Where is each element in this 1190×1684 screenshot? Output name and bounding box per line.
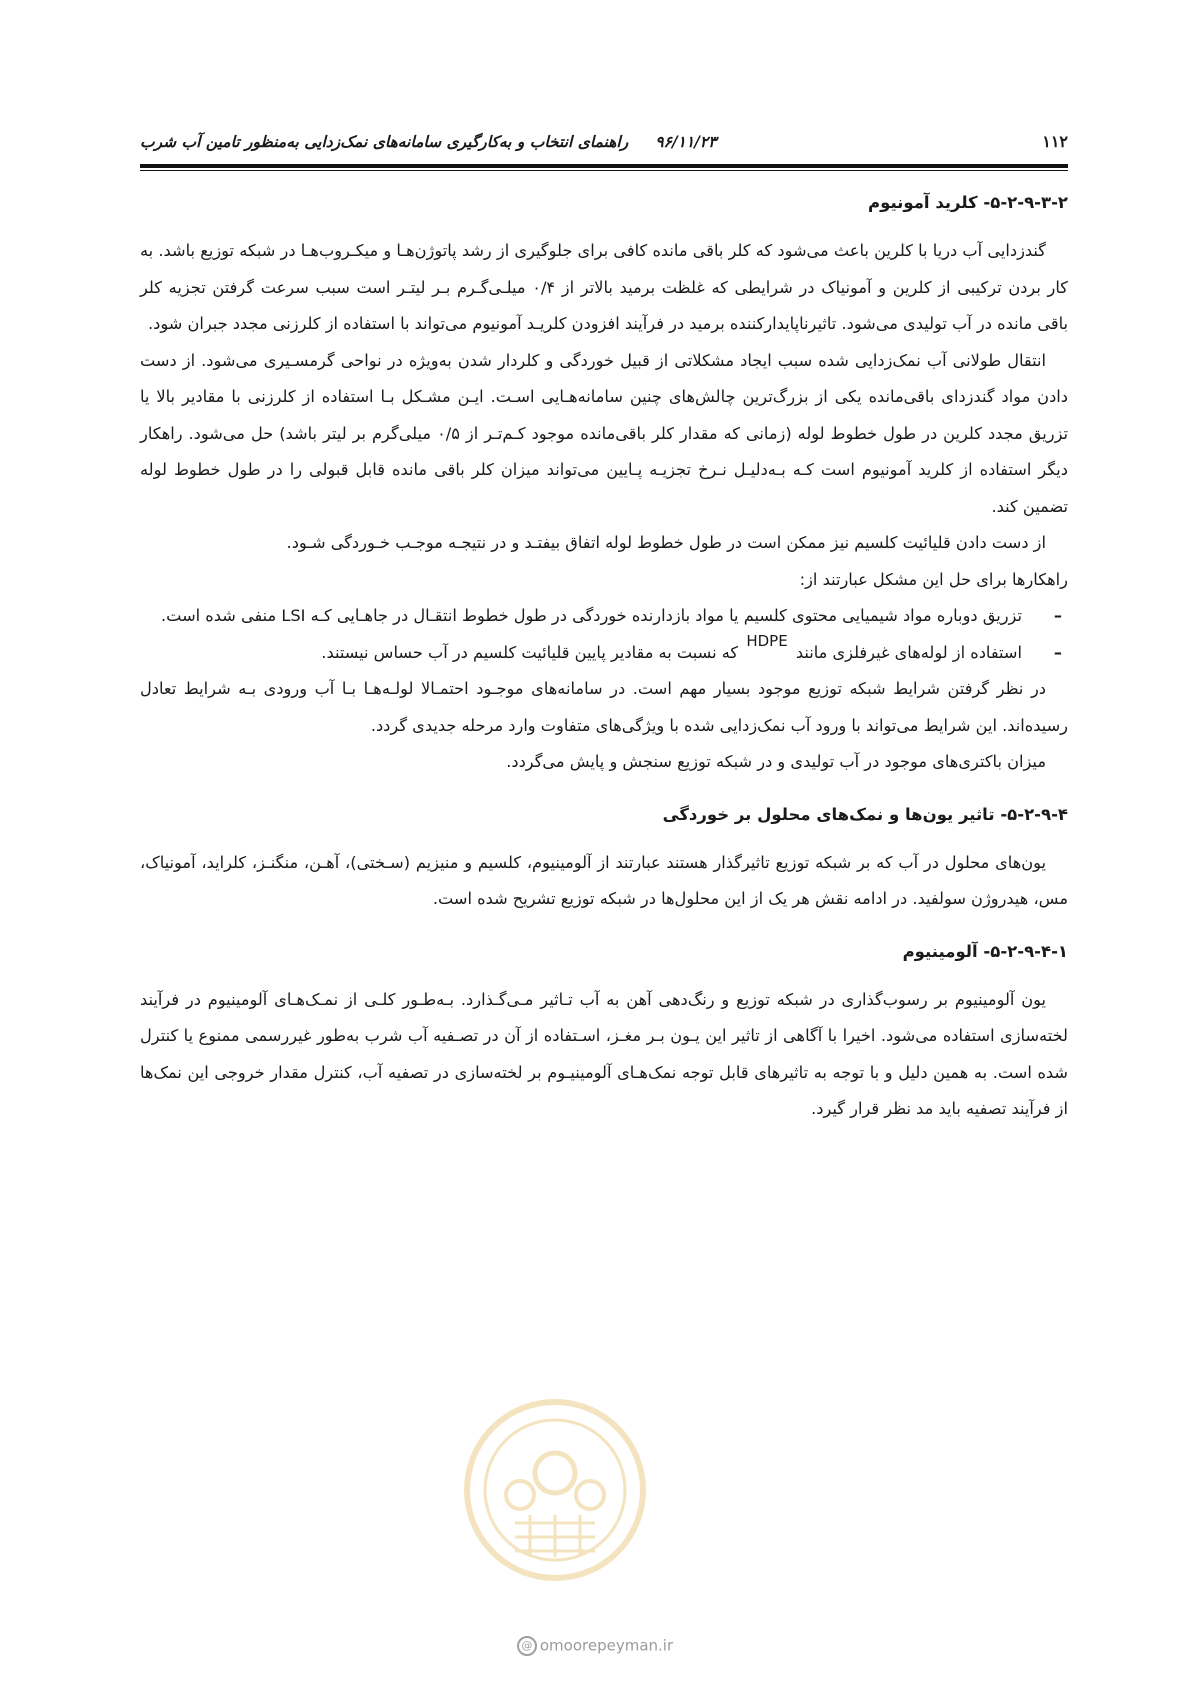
- list-item-term: LSI: [281, 606, 306, 625]
- header-title: راهنمای انتخاب و به‌کارگیری سامانه‌های نمک‌زدایی به‌منظور تامین آب شرب: [140, 132, 629, 151]
- paragraph-lead: راهکارها برای حل این مشکل عبارتند از:: [799, 569, 1068, 589]
- paragraph: میزان باکتری‌های موجود در آب تولیدی و در شبکه توزیع سنجش و پایش می‌گردد.: [506, 752, 1046, 771]
- header-rule-thick: [140, 164, 1068, 168]
- list-item-term: HDPE: [746, 631, 788, 650]
- header-date: ۹۶/۱۱/۲۳: [655, 132, 717, 151]
- dash-marker: –: [1053, 606, 1062, 625]
- dash-marker: –: [1053, 642, 1062, 662]
- paragraph: گندزدایی آب دریا با کلرین باعث می‌شود که کلر باقی مانده کافی برای جلوگیری از رشد پاتوژن‌هـا و میکـروب‌هـا در شبکه توزیع باشد. به کار بردن ترکیبی از کلرین و آمونیاک در شرایطی که غلظت برمید بالاتر از ۰/۴ میلـی‌گـرم بـر لیتـر است سبب سرعت گرفتن تجزیه کلر باقی مانده در آب تولیدی می‌شود. تاثیرناپایدارکننده برمید در فرآیند افزودن کلریـد آمونیوم می‌تواند با استفاده از کلرزنی مجدد جبران شود.: [140, 241, 1068, 333]
- header-rule-thin: [140, 170, 1068, 171]
- bullet-list: [140, 598, 1068, 671]
- list-item: [140, 598, 1068, 635]
- seal-emblem-icon: [460, 1395, 650, 1585]
- paragraph: یون‌های محلول در آب که بر شبکه توزیع تاثیرگذار هستند عبارتند از آلومینیوم، کلسیم و منیزیم (سـختی)، آهـن، منگنـز، کلراید، آمونیاک، مس، هیدروژن سولفید. در ادامه نقش هر یک از این محلول‌ها در شبکه توزیع تشریح شده است.: [140, 852, 1068, 908]
- section-heading: ۵-۲-۹-۴-۱- آلومینیوم: [902, 941, 1068, 961]
- paragraph: انتقال طولانی آب نمک‌زدایی شده سبب ایجاد مشکلاتی از قبیل خوردگی و کلردار شدن به‌ویژه در نواحی گرمسـیری می‌شود. از دست دادن مواد گندزدای باقی‌مانده یکی از بزرگ‌ترین چالش‌های چنین سامانه‌هـایی اسـت. ایـن مشـکل بـا استفاده از کلرزنی با مقادیر بالا یا تزریق مجدد کلرین در طول خطوط لوله (زمانی که مقدار کلر باقی‌مانده موجود کـم‌تـر از ۰/۵ میلی‌گرم بر لیتر باشد) حل می‌شود. راهکار دیگر استفاده از کلرید آمونیوم است کـه بـه‌دلیـل نـرخ تجزیـه پـایین می‌تواند میزان کلر باقی مانده قابل قبولی را در طول خطوط لوله تضمین کند.: [140, 350, 1069, 516]
- globe-icon: @: [517, 1636, 537, 1656]
- paragraph: در نظر گرفتن شرایط شبکه توزیع موجود بسیار مهم است. در سامانه‌های موجـود احتمـالا لولـه‌هـا بـا آب ورودی بـه شرایط تعادل رسیده‌اند. این شرایط می‌تواند با ورود آب نمک‌زدایی شده با ویژگی‌های متفاوت وارد مرحله جدیدی گردد.: [140, 679, 1068, 735]
- paragraph: از دست دادن قلیائیت کلسیم نیز ممکن است در طول خطوط لوله اتفاق بیفتـد و در نتیجـه موجـب خـوردگی شـود.: [286, 533, 1046, 552]
- header-title-line: [140, 132, 716, 151]
- list-item: [140, 631, 1068, 672]
- page-number: ۱۱۲: [1042, 132, 1068, 151]
- list-item-text: استفاده از لوله‌های غیرفلزی مانند: [795, 642, 1022, 662]
- watermark-footer: [0, 1636, 1190, 1656]
- page-header: [140, 128, 1068, 168]
- paragraph: یون آلومینیوم بر رسوب‌گذاری در شبکه توزیع و رنگ‌دهی آهن به آب تـاثیر مـی‌گـذارد. بـه‌طـور کلـی از نمـک‌هـای آلومینیوم در فرآیند لخته‌سازی استفاده می‌شود. اخیرا با آگاهی از تاثیر این یـون بـر مغـز، اسـتفاده از آن در تصـفیه آب شرب به‌طور غیررسمی ممنوع یا کنترل شده است. به همین دلیل و با توجه به تاثیرهای قابل توجه نمک‌هـای آلومینیـوم بر لخته‌سازی در تصفیه آب، کنترل مقدار خروجی این نمک‌ها از فرآیند تصفیه باید مد نظر قرار گیرد.: [140, 989, 1068, 1118]
- list-item-text-end: که نسبت به مقادیر پایین قلیائیت کلسیم در آب حساس نیستند.: [321, 642, 739, 662]
- list-item-text-end: منفی شده است.: [161, 606, 277, 625]
- list-item-text: تزریق دوباره مواد شیمیایی محتوی کلسیم یا مواد بازدارنده خوردگی در طول خطوط انتقـال در جاهـایی کـه: [310, 606, 1022, 625]
- watermark-url: omoorepeyman.ir: [539, 1636, 674, 1655]
- page-content: [140, 183, 1068, 1128]
- section-heading: ۵-۲-۹-۴- تاثیر یون‌ها و نمک‌های محلول بر خوردگی: [662, 804, 1068, 824]
- section-heading: ۵-۲-۹-۳-۲- کلرید آمونیوم: [868, 193, 1068, 212]
